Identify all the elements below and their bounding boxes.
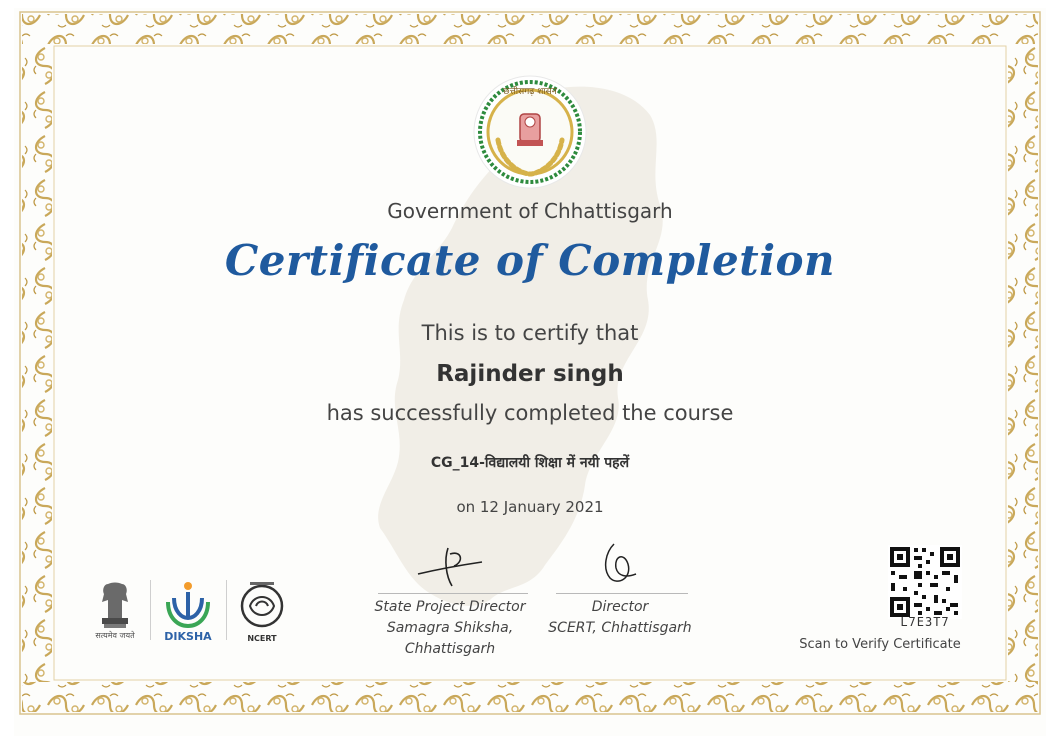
signature-line-2 [556,593,688,594]
logo-divider-1 [150,580,151,640]
signatory-2-org-line1: SCERT, Chhattisgarh [548,620,692,636]
completion-date: on 12 January 2021 [456,498,604,516]
signatory-1-org-line1: Samagra Shiksha, [386,620,514,636]
recipient-name: Rajinder singh [436,361,624,387]
verification-qr-code[interactable] [888,545,962,619]
logo-divider-2 [226,580,227,640]
signatory-2 [540,597,700,639]
signatory-1-title: State Project Director [374,599,526,615]
certify-text: This is to certify that [421,321,639,345]
issuer-heading: Government of Chhattisgarh [387,199,673,223]
signature-director [592,538,642,588]
signatory-1-org-line2: Chhattisgarh [404,641,496,657]
ncert-caption: NCERT [247,634,277,643]
seal-top-text: छत्तीसगढ़ शासन [503,87,557,97]
course-name: CG_14-विद्यालयी शिक्षा में नयी पहलें [430,455,630,471]
diksha-label: DIKSHA [164,630,212,643]
verification-code: L7E3T7 [900,615,950,629]
emblem-caption: सत्यमेव जयते [95,631,135,640]
completed-text: has successfully completed the course [326,401,734,425]
signature-line-1 [378,593,528,594]
signatory-2-title: Director [591,599,649,615]
signatory-1 [360,597,540,660]
signature-state-project-director [410,540,490,590]
verification-label: Scan to Verify Certificate [799,637,961,652]
certificate-title: Certificate of Completion [224,236,836,285]
